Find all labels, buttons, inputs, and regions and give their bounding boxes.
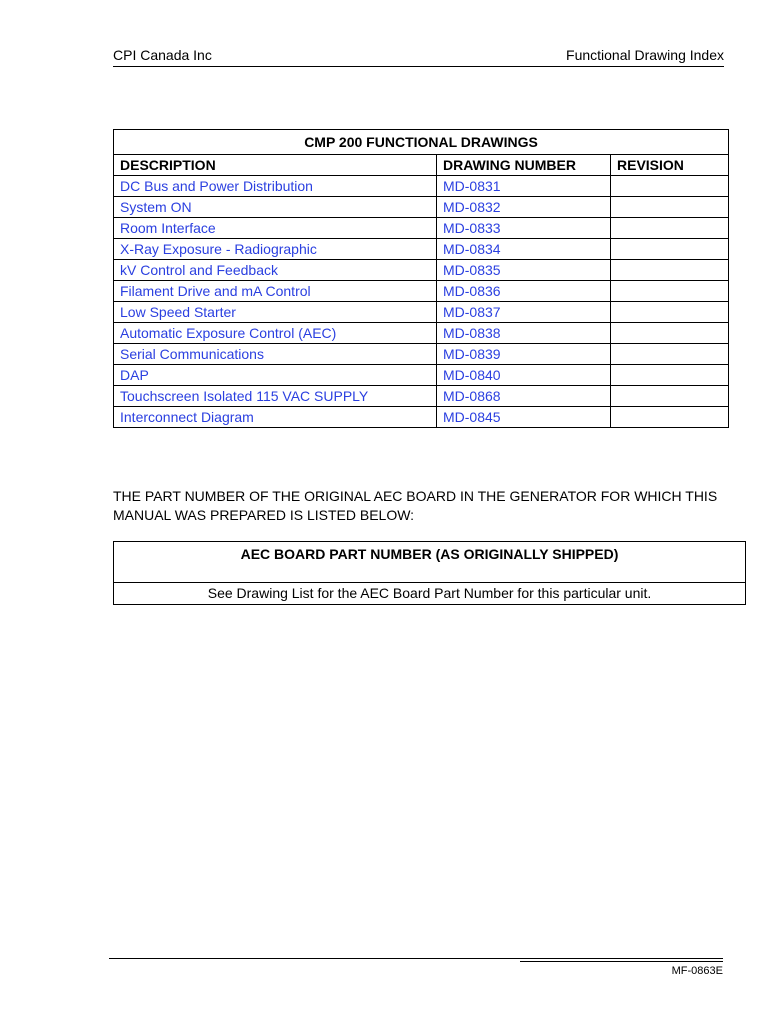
drawing-number-link[interactable]: MD-0838 bbox=[437, 323, 611, 344]
table-row bbox=[114, 281, 729, 302]
drawing-number-link[interactable]: MD-0834 bbox=[437, 239, 611, 260]
drawing-description-link[interactable]: DC Bus and Power Distribution bbox=[114, 176, 437, 197]
aec-intro-text: THE PART NUMBER OF THE ORIGINAL AEC BOARD IN THE GENERATOR FOR WHICH THIS MANUAL WAS PREPARED IS LISTED BELOW: bbox=[113, 488, 718, 523]
aec-note-row bbox=[114, 583, 746, 605]
table-row bbox=[114, 260, 729, 281]
drawing-revision-cell bbox=[611, 197, 729, 218]
drawing-revision-cell bbox=[611, 281, 729, 302]
aec-table-title: AEC BOARD PART NUMBER (AS ORIGINALLY SHIPPED) bbox=[114, 542, 746, 583]
drawing-number-link[interactable]: MD-0839 bbox=[437, 344, 611, 365]
footer-divider bbox=[109, 958, 723, 959]
table-row bbox=[114, 239, 729, 260]
drawing-number-link[interactable]: MD-0836 bbox=[437, 281, 611, 302]
drawing-revision-cell bbox=[611, 260, 729, 281]
aec-title-row bbox=[114, 542, 746, 583]
footer-divider-short bbox=[520, 961, 723, 962]
drawing-description-link[interactable]: kV Control and Feedback bbox=[114, 260, 437, 281]
drawing-number-link[interactable]: MD-0837 bbox=[437, 302, 611, 323]
table-row bbox=[114, 365, 729, 386]
aec-part-number-table bbox=[113, 541, 746, 605]
drawing-description-link[interactable]: Serial Communications bbox=[114, 344, 437, 365]
drawing-revision-cell bbox=[611, 176, 729, 197]
table-row bbox=[114, 176, 729, 197]
drawing-number-link[interactable]: MD-0845 bbox=[437, 407, 611, 428]
table-title-row bbox=[114, 130, 729, 155]
drawing-description-link[interactable]: System ON bbox=[114, 197, 437, 218]
drawing-description-link[interactable]: Interconnect Diagram bbox=[114, 407, 437, 428]
aec-table-note: See Drawing List for the AEC Board Part Number for this particular unit. bbox=[114, 583, 746, 605]
drawing-revision-cell bbox=[611, 386, 729, 407]
drawing-number-link[interactable]: MD-0832 bbox=[437, 197, 611, 218]
table-header-row bbox=[114, 155, 729, 176]
drawing-description-link[interactable]: Low Speed Starter bbox=[114, 302, 437, 323]
company-name: CPI Canada Inc bbox=[113, 47, 212, 63]
table-row bbox=[114, 407, 729, 428]
drawing-revision-cell bbox=[611, 344, 729, 365]
drawing-number-link[interactable]: MD-0835 bbox=[437, 260, 611, 281]
drawing-revision-cell bbox=[611, 218, 729, 239]
table-title: CMP 200 FUNCTIONAL DRAWINGS bbox=[114, 130, 729, 155]
table-row bbox=[114, 344, 729, 365]
drawing-revision-cell bbox=[611, 365, 729, 386]
drawing-number-link[interactable]: MD-0833 bbox=[437, 218, 611, 239]
table-row bbox=[114, 323, 729, 344]
column-header-description: DESCRIPTION bbox=[114, 155, 437, 176]
table-body bbox=[114, 176, 729, 428]
document-code: MF-0863E bbox=[671, 965, 723, 977]
drawing-number-link[interactable]: MD-0840 bbox=[437, 365, 611, 386]
table-row bbox=[114, 302, 729, 323]
column-header-drawing-number: DRAWING NUMBER bbox=[437, 155, 611, 176]
drawing-revision-cell bbox=[611, 323, 729, 344]
functional-drawings-table bbox=[113, 129, 729, 428]
drawing-number-link[interactable]: MD-0831 bbox=[437, 176, 611, 197]
drawing-description-link[interactable]: Automatic Exposure Control (AEC) bbox=[114, 323, 437, 344]
drawing-description-link[interactable]: DAP bbox=[114, 365, 437, 386]
section-title: Functional Drawing Index bbox=[566, 47, 724, 63]
drawing-description-link[interactable]: Room Interface bbox=[114, 218, 437, 239]
drawing-description-link[interactable]: Touchscreen Isolated 115 VAC SUPPLY bbox=[114, 386, 437, 407]
table-row bbox=[114, 386, 729, 407]
table-row bbox=[114, 197, 729, 218]
drawing-description-link[interactable]: X-Ray Exposure - Radiographic bbox=[114, 239, 437, 260]
drawing-revision-cell bbox=[611, 407, 729, 428]
column-header-revision: REVISION bbox=[611, 155, 729, 176]
drawing-revision-cell bbox=[611, 302, 729, 323]
drawing-description-link[interactable]: Filament Drive and mA Control bbox=[114, 281, 437, 302]
drawing-revision-cell bbox=[611, 239, 729, 260]
drawing-number-link[interactable]: MD-0868 bbox=[437, 386, 611, 407]
page-header bbox=[113, 46, 724, 67]
table-row bbox=[114, 218, 729, 239]
